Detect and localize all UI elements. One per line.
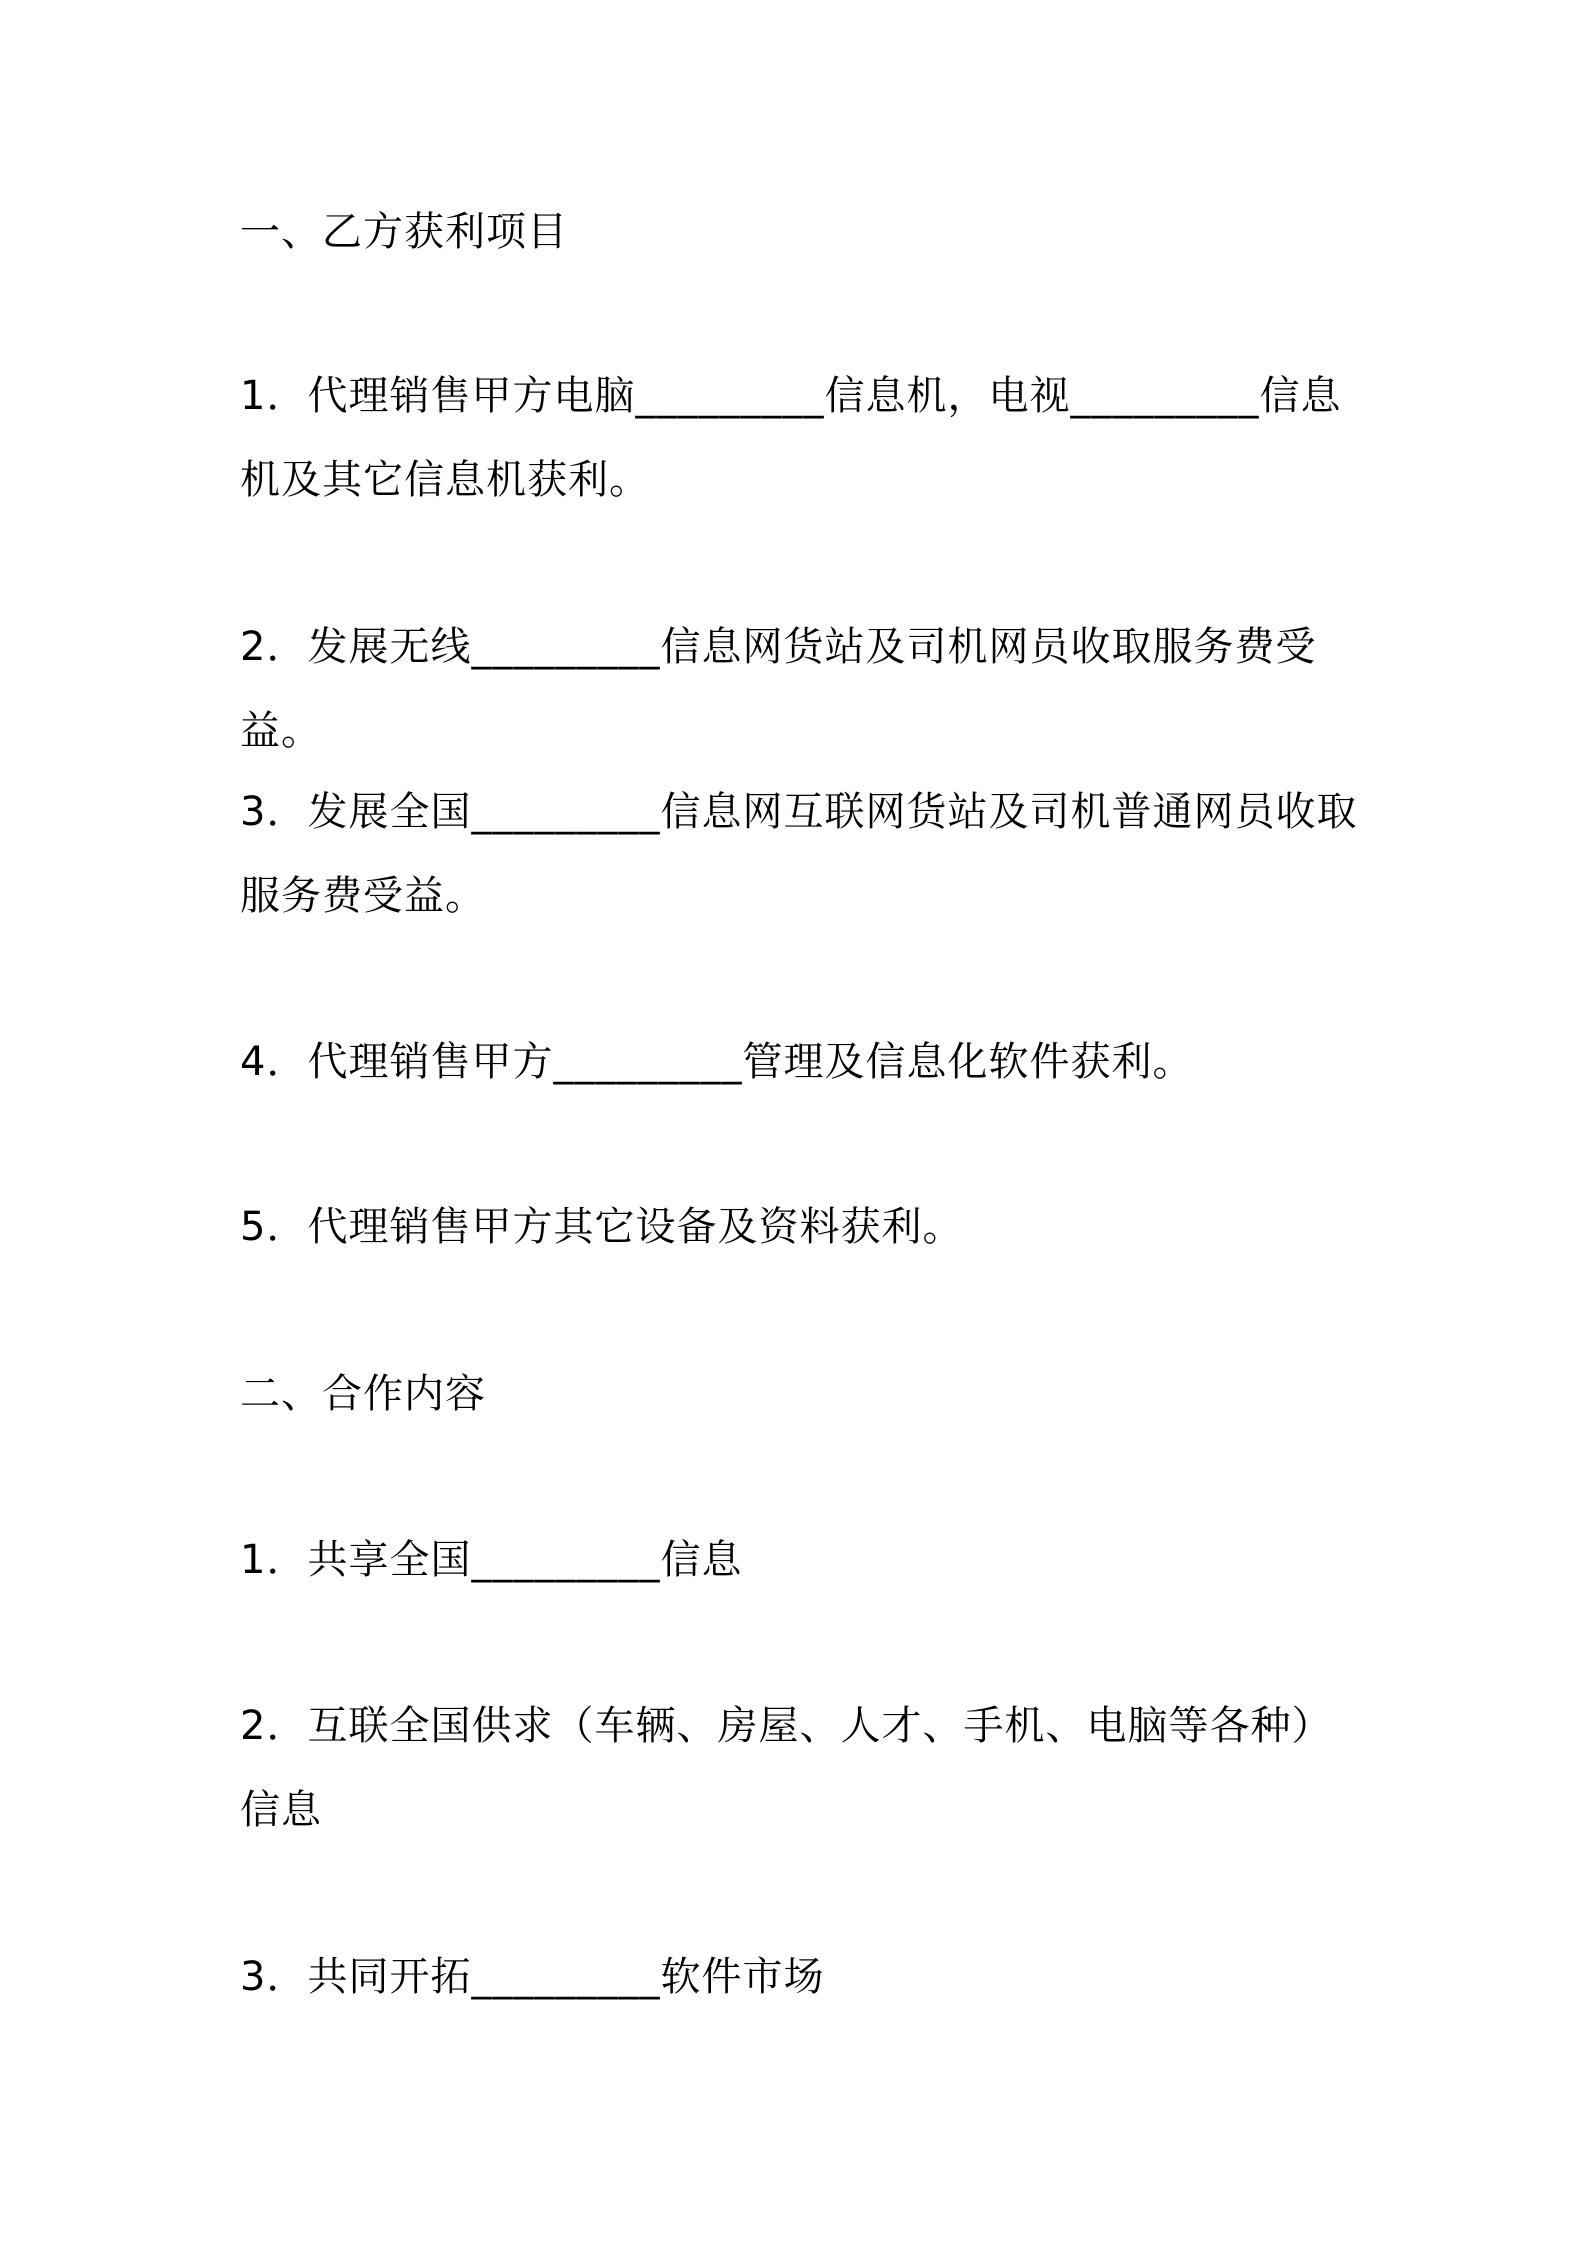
- cooperation-item-1: 1．共享全国_________信息: [240, 1537, 743, 1583]
- profit-item-1: 1．代理销售甲方电脑_________信息机，电视_________信息机及其它信息机获利。: [240, 373, 1342, 503]
- profit-item-4: 4．代理销售甲方_________管理及信息化软件获利。: [240, 1039, 1194, 1085]
- section-heading-cooperation: 二、合作内容: [240, 1371, 486, 1417]
- cooperation-item-3: 3．共同开拓_________软件市场: [240, 1954, 825, 2000]
- profit-item-2: 2．发展无线_________信息网货站及司机网员收取服务费受益。: [240, 624, 1317, 754]
- cooperation-item-2: 2．互联全国供求（车辆、房屋、人才、手机、电脑等各种）信息: [240, 1703, 1333, 1833]
- profit-item-5: 5．代理销售甲方其它设备及资料获利。: [240, 1204, 964, 1250]
- section-heading-profit-items: 一、乙方获利项目: [240, 209, 568, 255]
- profit-item-3: 3．发展全国_________信息网互联网货站及司机普通网员收取服务费受益。: [240, 789, 1358, 919]
